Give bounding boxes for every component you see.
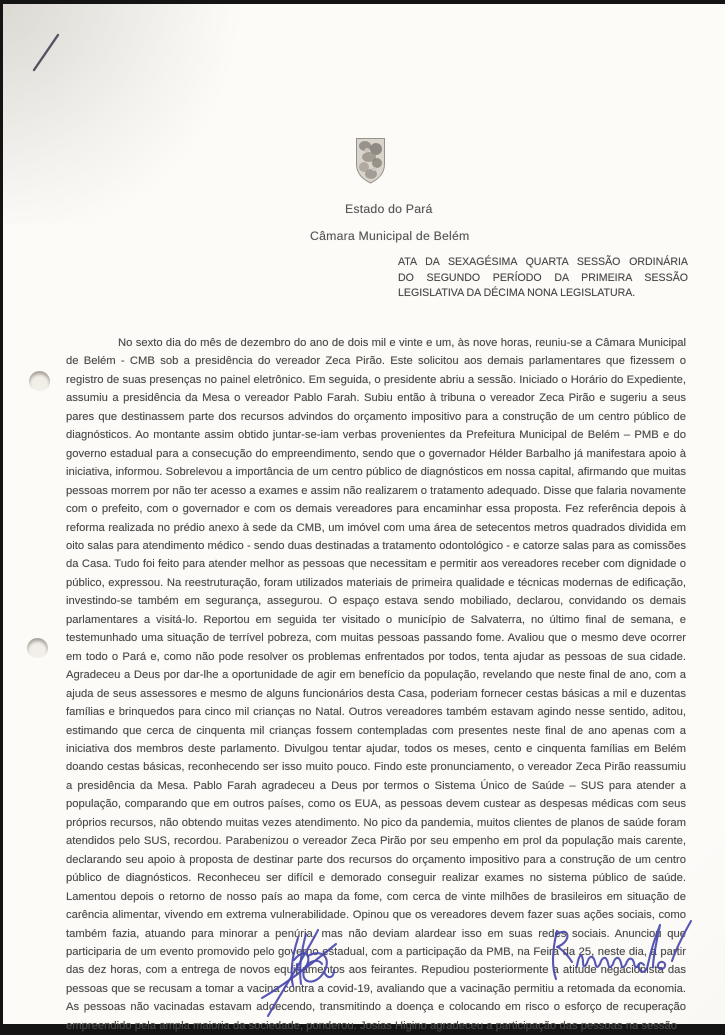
state-name: Estado do Pará xyxy=(345,202,433,216)
hole-punch-top xyxy=(29,371,50,392)
pen-mark xyxy=(27,28,67,76)
minutes-body: No sexto dia do mês de dezembro do ano de dois mil e vinte e um, às nove horas, reuniu-se a Câmara Municipal de Belém - CMB sob a presidência do vereador Zeca Pirão. Este solicitou aos demais parlamentares que fizessem o registro de suas presenças no painel eletrônico. Em seguida, o presidente abriu a sessão. Iniciado o Horário do Expediente, assumiu a presidência da Mesa o vereador Pablo Farah. Subiu então à tribuna o vereador Zeca Pirão e sugeriu a seus pares que destinassem parte dos recursos advindos do orçamento impositivo para a construção de um centro público de diagnósticos. Ao montante assim obtido juntar-se-iam verbas provenientes da Prefeitura Municipal de Belém – PMB e do governo estadual para a consecução do empreendimento, sendo que o governador Hélder Barbalho já manifestara apoio à iniciativa, informou. Sobrelevou a importância de um centro público de diagnósticos em nossa capital, afirmando que muitas pessoas morrem por não ter acesso a exames e assim não realizarem o tratamento adequado. Disse que falaria novamente com o prefeito, com o governador e com os demais vereadores para encaminhar essa proposta. Fez referência depois à reforma realizada no prédio anexo à sede da CMB, um imóvel com uma área de setecentos metros quadrados dividida em oito salas para atendimento médico - sendo duas destinadas a tratamento odontológico - e catorze salas para as comissões da Casa. Tudo foi feito para atender melhor as pessoas que necessitam e permitir aos vereadores receber com dignidade o público, expressou. Na reestruturação, foram utilizados materiais de primeira qualidade e técnicas modernas de edificação, investindo-se também em segurança, assegurou. O espaço estava sendo mobiliado, declarou, convidando os demais parlamentares a visitá-lo. Reportou em seguida ter visitado o município de Salvaterra, no último final de semana, e testemunhado uma situação de terrível pobreza, com muitas pessoas passando fome. Avaliou que o mesmo deve ocorrer em todo o Pará e, como não pode resolver os problemas enfrentados por todos, tenta ajudar as pessoas de sua cidade. Agradeceu a Deus por dar-lhe a oportunidade de agir em benefício da população, revelando que neste final de ano, com a ajuda de seus assessores e mesmo de alguns funcionários desta Casa, poderiam fornecer cestas básicas a mil e duzentas famílias e brinquedos para cinco mil crianças no Natal. Outros vereadores também estavam agindo nesse sentido, aditou, estimando que cerca de cinquenta mil crianças fossem contempladas com presentes neste final de ano apenas com a iniciativa dos membros deste parlamento. Divulgou tentar ajudar, todos os meses, cento e cinquenta famílias em Belém doando cestas básicas, reconhecendo ser isso muito pouco. Findo este pronunciamento, o vereador Zeca Pirão reassumiu a presidência da Mesa. Pablo Farah agradeceu a Deus por termos o Sistema Único de Saúde – SUS para atender a população, comparando que em outros países, como os EUA, as pessoas devem custear as despesas médicas com seus próprios recursos, não obtendo muitas vezes atendimento. No pico da pandemia, muitos clientes de planos de saúde foram atendidos pelo SUS, recordou. Parabenizou o vereador Zeca Pirão por seu empenho em prol da população mais carente, declarando seu apoio à proposta de destinar parte dos recursos do orçamento impositivo para a construção de um centro público de diagnósticos. Reconheceu ser difícil e demorado conseguir realizar exames no sistema público de saúde. Lamentou depois o retorno de nosso país ao mapa da fome, com cerca de vinte milhões de brasileiros em situação de carência alimentar, vivendo em extrema vulnerabilidade. Opinou que os vereadores devem fazer suas ações sociais, como também fazia, atuando para minorar a penúria, mas não deviam alardear isso em suas redes sociais. Anunciou que participaria de um evento promovido pelo governo estadual, com a participação da PMB, na Feira da 25, neste dia, a partir das dez horas, com a entrega de novos equipamentos aos feirantes. Repudiou posteriormente a atitude negacionista das pessoas que se recusam a tomar a vacina contra a covid-19, avaliando que a vacinação permitiu a retomada da economia. As pessoas não vacinadas estavam adoecendo, transmitindo a doença e colocando em risco o esforço de recuperação empreendido pela ampla maioria da sociedade, ponderou. Josias Higino agradeceu a participação das pessoas na sessão xyxy=(66,337,686,1032)
chamber-name: Câmara Municipal de Belém xyxy=(310,229,470,243)
session-title-line: LEGISLATIVA DA DÉCIMA NONA LEGISLATURA. xyxy=(398,287,636,300)
session-title xyxy=(398,255,688,302)
session-title-line: DO SEGUNDO PERÍODO DA PRIMEIRA SESSÃO xyxy=(398,271,688,284)
session-title-line: ATA DA SEXAGÉSIMA QUARTA SESSÃO ORDINÁRIA xyxy=(398,256,688,268)
signature-right xyxy=(541,919,701,1009)
scanned-page xyxy=(3,4,725,1032)
signature-left xyxy=(256,926,351,1021)
coat-of-arms-icon xyxy=(355,137,386,186)
hole-punch-bottom xyxy=(27,638,48,659)
